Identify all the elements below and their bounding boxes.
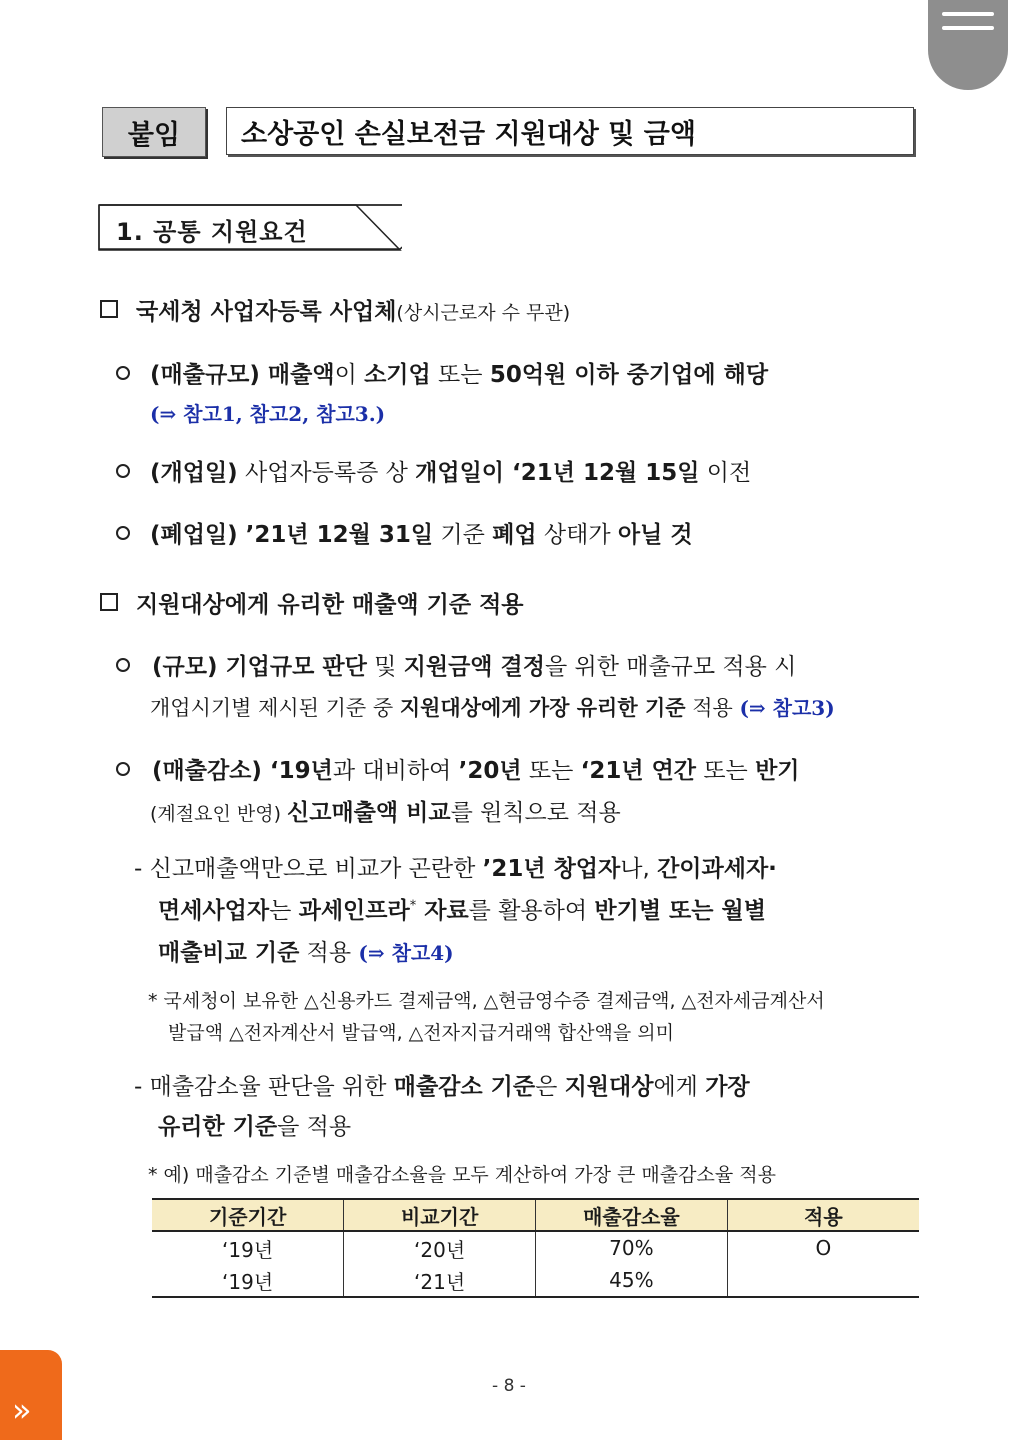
item-close-date: (폐업일) ’21년 12월 31일 기준 폐업 상태가 아닐 것 xyxy=(150,522,693,548)
table-header: 적용 xyxy=(727,1199,919,1231)
menu-bar-icon xyxy=(942,26,994,30)
bullet-circle-icon xyxy=(116,658,130,672)
dash-item-1-line3: 매출비교 기준 적용 (⇒ 참고4) xyxy=(158,940,454,966)
bullet-circle-icon xyxy=(116,526,130,540)
sales-decrease-table xyxy=(152,1198,919,1298)
dash-item-1-line2: 면세사업자는 과세인프라* 자료를 활용하여 반기별 또는 월별 xyxy=(158,898,766,924)
table-cell: ‘20년 xyxy=(344,1231,536,1264)
section-heading-text: 1. 공통 지원요건 xyxy=(116,218,308,246)
table-header: 기준기간 xyxy=(152,1199,344,1231)
table-cell: 70% xyxy=(536,1231,728,1264)
menu-bar-icon xyxy=(942,12,994,16)
bullet-circle-icon xyxy=(116,464,130,478)
dash-item-1-line1: - 신고매출액만으로 비교가 곤란한 ’21년 창업자나, 간이과세자· xyxy=(134,856,777,882)
bullet-circle-icon xyxy=(116,366,130,380)
footnote-line1: * 국세청이 보유한 △신용카드 결제금액, △현금영수증 결제금액, △전자세금계산서 xyxy=(148,990,825,1012)
checkbox-icon xyxy=(100,593,118,611)
table-header-row xyxy=(152,1199,919,1231)
table-cell xyxy=(727,1264,919,1297)
table-header: 매출감소율 xyxy=(536,1199,728,1231)
reference-link[interactable]: (⇒ 참고3) xyxy=(739,696,835,720)
document-title: 소상공인 손실보전금 지원대상 및 금액 xyxy=(226,107,914,155)
next-page-button[interactable] xyxy=(0,1350,62,1440)
checkbox-icon xyxy=(100,300,118,318)
hamburger-menu-button[interactable] xyxy=(928,0,1008,90)
item-open-date: (개업일) 사업자등록증 상 개업일이 ‘21년 12월 15일 이전 xyxy=(150,460,752,486)
reference-link[interactable]: (⇒ 참고4) xyxy=(358,941,454,965)
example-note: * 예) 매출감소 기준별 매출감소율을 모두 계산하여 가장 큰 매출감소율 적용 xyxy=(148,1164,776,1186)
block1-text: 국세청 사업자등록 사업체(상시근로자 수 무관) xyxy=(136,299,571,325)
table-row xyxy=(152,1264,919,1297)
table-cell: ‘19년 xyxy=(152,1264,344,1297)
footnote-line2: 발급액 △전자계산서 발급액, △전자지급거래액 합산액을 의미 xyxy=(168,1022,674,1044)
table-header: 비교기간 xyxy=(344,1199,536,1231)
attachment-tag: 붙임 xyxy=(102,107,206,157)
table-cell: ‘21년 xyxy=(344,1264,536,1297)
item-sales-scale: (매출규모) 매출액이 소기업 또는 50억원 이하 중기업에 해당 xyxy=(150,362,769,388)
table-cell: 45% xyxy=(536,1264,728,1297)
item-sales-decrease-cont: (계절요인 반영) 신고매출액 비교를 원칙으로 적용 xyxy=(150,800,621,826)
item-scale-cont: 개업시기별 제시된 기준 중 지원대상에게 가장 유리한 기준 적용 (⇒ 참고3) xyxy=(150,696,835,720)
bullet-circle-icon xyxy=(116,762,130,776)
item-scale: (규모) 기업규모 판단 및 지원금액 결정을 위한 매출규모 적용 시 xyxy=(152,654,797,680)
table-cell: ‘19년 xyxy=(222,1237,274,1262)
table-row xyxy=(152,1231,919,1264)
table-cell: O xyxy=(727,1231,919,1264)
page-number: - 8 - xyxy=(492,1376,526,1396)
item-sales-decrease: (매출감소) ‘19년과 대비하여 ’20년 또는 ‘21년 연간 또는 반기 xyxy=(152,758,800,784)
section-heading-border xyxy=(98,204,402,251)
block2-text: 지원대상에게 유리한 매출액 기준 적용 xyxy=(136,592,524,618)
dash-item-2-line1: - 매출감소율 판단을 위한 매출감소 기준은 지원대상에게 가장 xyxy=(134,1074,750,1100)
double-chevron-right-icon: » xyxy=(12,1391,32,1429)
dash-item-2-line2: 유리한 기준을 적용 xyxy=(158,1114,352,1140)
reference-link[interactable]: (⇒ 참고1, 참고2, 참고3.) xyxy=(150,402,386,426)
